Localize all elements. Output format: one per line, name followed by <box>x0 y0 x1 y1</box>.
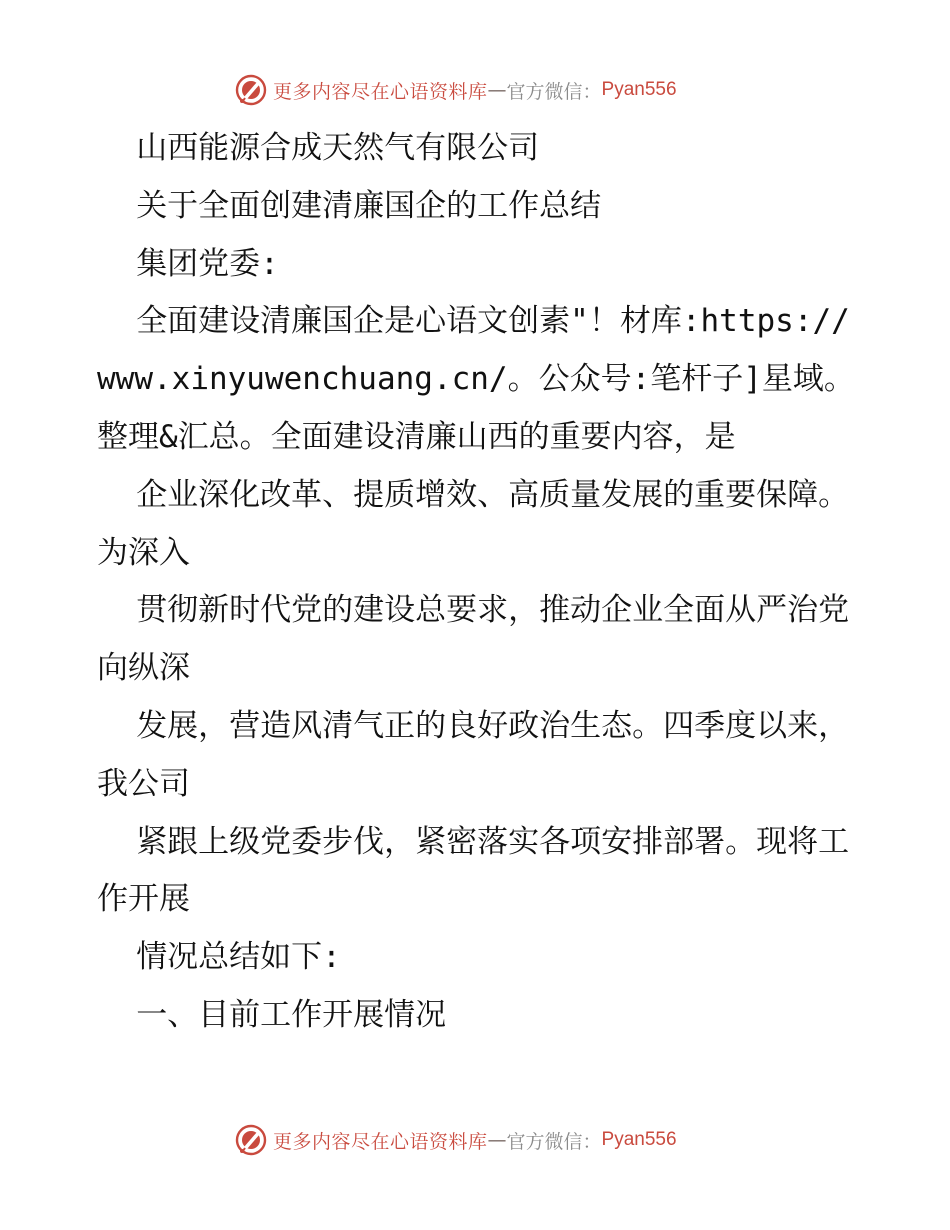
footer-banner[interactable] <box>235 1122 677 1158</box>
body-paragraph: 企业深化改革、提质增效、高质量发展的重要保障。为深入 <box>97 476 850 571</box>
quill-circle-logo-icon <box>235 74 267 106</box>
banner-site-text: 更多内容尽在心语资料库 <box>273 80 488 103</box>
banner-wechat-id: Pyan556 <box>601 79 677 100</box>
banner-separator: — <box>487 1129 507 1151</box>
salutation-line: 集团党委: <box>136 245 279 282</box>
banner-wechat-id: Pyan556 <box>601 1129 677 1150</box>
header-banner[interactable] <box>235 72 677 108</box>
body-paragraph: 情况总结如下: <box>136 939 341 976</box>
body-paragraph: 全面建设清廉国企是心语文创素"！材库:https://www.xinyuwenchuang.cn/。公众号:笔杆子]星域。整理&汇总。全面建设清廉山西的重要内容，是 <box>97 303 855 455</box>
document-title-line: 关于全面创建清廉国企的工作总结 <box>136 187 602 224</box>
section-heading: 一、目前工作开展情况 <box>136 996 447 1033</box>
banner-site-text: 更多内容尽在心语资料库 <box>273 1130 488 1153</box>
banner-wechat-label: 官方微信： <box>506 1130 602 1153</box>
quill-circle-logo-icon <box>235 1124 267 1156</box>
body-paragraph: 贯彻新时代党的建设总要求，推动企业全面从严治党向纵深 <box>97 592 850 687</box>
body-paragraph: 紧跟上级党委步伐，紧密落实各项安排部署。现将工作开展 <box>97 823 850 918</box>
body-paragraph: 发展，营造风清气正的良好政治生态。四季度以来，我公司 <box>97 707 850 802</box>
company-name-line: 山西能源合成天然气有限公司 <box>136 130 540 166</box>
banner-separator: — <box>487 79 507 101</box>
document-body <box>97 120 857 1045</box>
banner-wechat-label: 官方微信： <box>506 80 602 103</box>
